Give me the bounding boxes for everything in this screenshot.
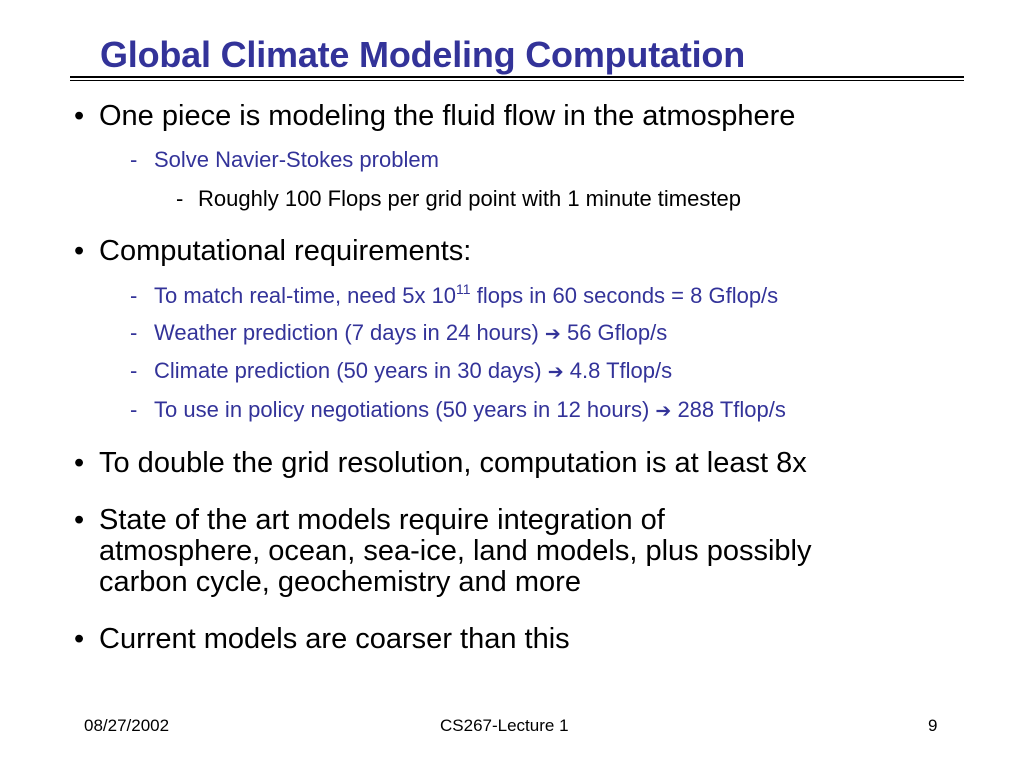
sub-bullet-text [154, 397, 786, 424]
footer-course: CS267-Lecture 1 [440, 716, 569, 735]
sub-bullet-marker: - [130, 283, 138, 308]
bullet-text-line: atmosphere, ocean, sea-ice, land models, plus possibly [99, 535, 812, 567]
right-arrow-icon: ➔ [547, 361, 564, 383]
sub-bullet-text [154, 283, 778, 309]
sub-sub-bullet-marker: - [176, 186, 184, 211]
footer-date: 08/27/2002 [84, 716, 170, 735]
bullet-text-line: carbon cycle, geochemistry and more [99, 566, 581, 598]
bullet-text-line: State of the art models require integration of [99, 504, 665, 536]
bullet-marker: • [74, 100, 85, 132]
sub-bullet-text: Solve Navier-Stokes problem [154, 147, 439, 172]
sub-bullet-text-pre: To match real-time, need 5x 10 [154, 283, 457, 308]
bullet-text: Computational requirements: [99, 235, 472, 267]
bullet-text: To double the grid resolution, computation is at least 8x [99, 447, 807, 479]
exponent: 11 [456, 281, 471, 297]
bullet-marker: • [74, 235, 85, 267]
sub-bullet-text [154, 320, 667, 347]
title-underline [70, 76, 964, 81]
right-arrow-icon: ➔ [544, 323, 561, 345]
sub-bullet-text-pre: To use in policy negotiations (50 years in 12 hours) [154, 397, 656, 422]
bullet-marker: • [74, 447, 85, 479]
sub-bullet-text-post: 288 Tflop/s [671, 397, 786, 422]
bullet-marker: • [74, 623, 85, 655]
footer-page-number: 9 [928, 716, 938, 735]
sub-bullet-text-pre: Climate prediction (50 years in 30 days) [154, 358, 548, 383]
bullet-text: One piece is modeling the fluid flow in the atmosphere [99, 100, 796, 132]
right-arrow-icon: ➔ [655, 400, 672, 422]
slide-title: Global Climate Modeling Computation [100, 34, 745, 75]
sub-bullet-text [154, 358, 672, 385]
sub-sub-bullet-text: Roughly 100 Flops per grid point with 1 minute timestep [198, 186, 741, 211]
sub-bullet-marker: - [130, 320, 138, 345]
bullet-marker: • [74, 504, 85, 536]
sub-bullet-marker: - [130, 358, 138, 383]
sub-bullet-text-pre: Weather prediction (7 days in 24 hours) [154, 320, 545, 345]
bullet-text: Current models are coarser than this [99, 623, 570, 655]
sub-bullet-text-post: 4.8 Tflop/s [563, 358, 673, 383]
sub-bullet-marker: - [130, 397, 138, 422]
sub-bullet-marker: - [130, 147, 138, 172]
sub-bullet-text-post: 56 Gflop/s [560, 320, 668, 345]
sub-bullet-text-post: flops in 60 seconds = 8 Gflop/s [470, 283, 779, 308]
